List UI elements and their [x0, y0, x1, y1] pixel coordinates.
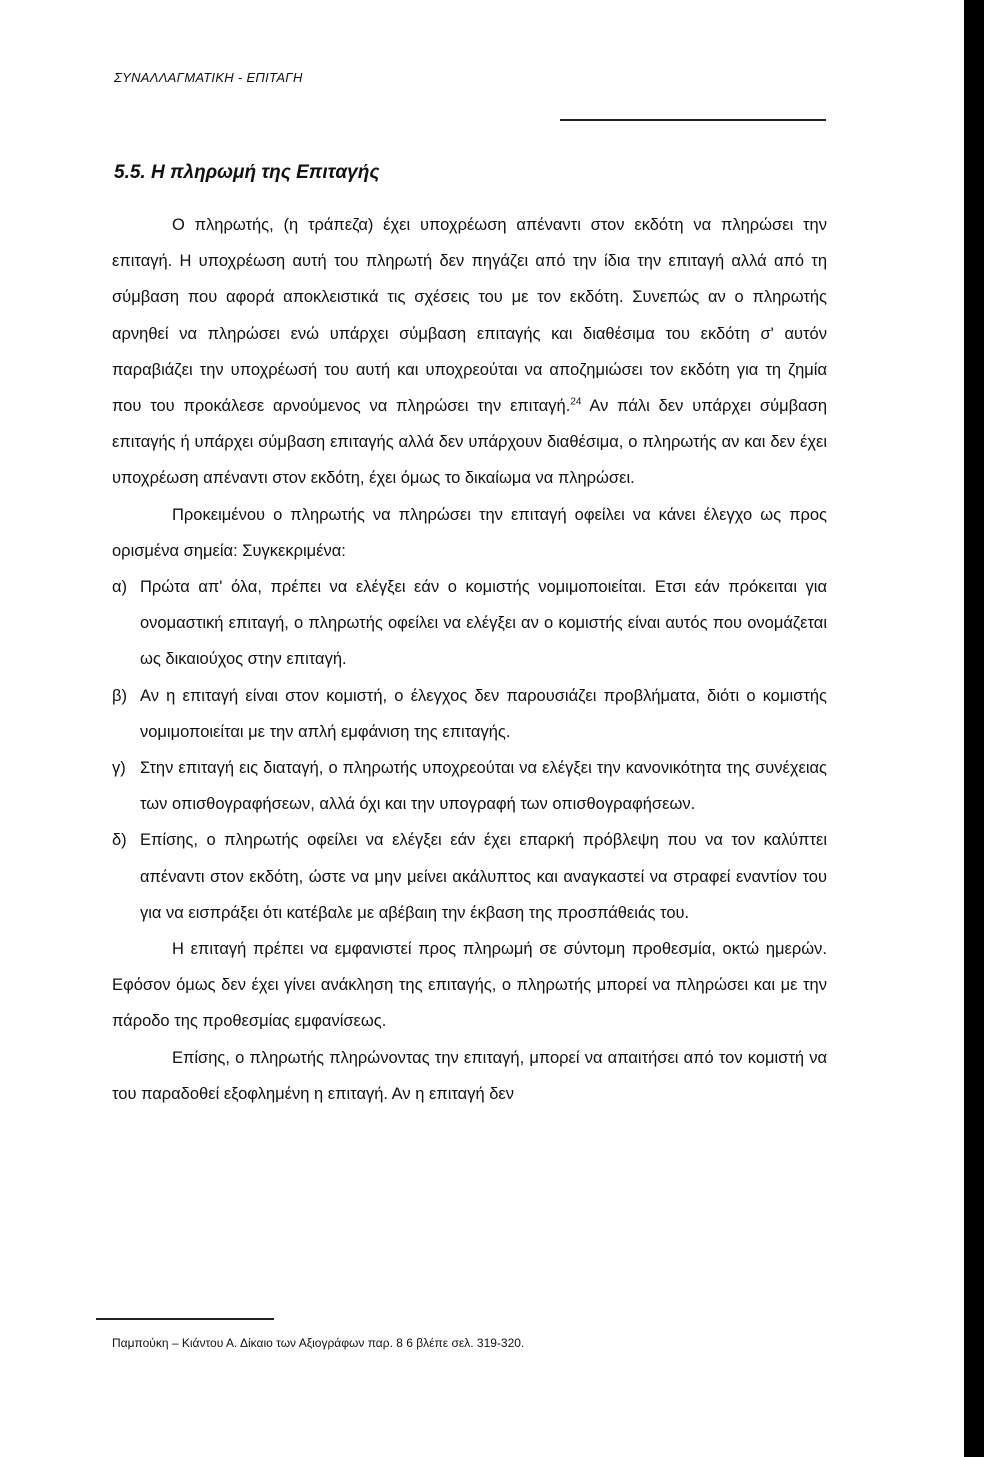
footnote: Παμπούκη – Κιάντου Α. Δίκαιο των Αξιογράφων παρ. 8 6 βλέπε σελ. 319-320.: [112, 1336, 525, 1350]
header-rule: [560, 119, 826, 121]
running-head: ΣΥΝΑΛΛΑΓΜΑΤΙΚΗ - ΕΠΙΤΑΓΗ: [114, 70, 303, 85]
footnote-mark: 24: [570, 396, 582, 408]
list-item-text: Επίσης, ο πληρωτής οφείλει να ελέγξει εάν έχει επαρκή πρόβλεψη που να τον καλύπτει απέναντι στον εκδότη, ώστε να μην μείνει ακάλυπτος και αναγκαστεί να στραφεί εναντίον του για να εισπράξει ότι κατέβαλε με αβέβαιη την έκβαση της προσπάθειάς του.: [140, 831, 827, 922]
section-title: 5.5. Η πληρωμή της Επιταγής: [114, 162, 380, 183]
paragraph-2: Προκειμένου ο πληρωτής να πληρώσει την επιταγή οφείλει να κάνει έλεγχο ως προς ορισμένα σημεία: Συγκεκριμένα:: [112, 505, 827, 560]
scan-edge: [964, 0, 984, 1457]
list-item-label: γ): [112, 759, 126, 778]
paragraph-3: Η επιταγή πρέπει να εμφανιστεί προς πληρωμή σε σύντομη προθεσμία, οκτώ ημερών. Εφόσον όμως δεν έχει γίνει ανάκληση της επιταγής, ο πληρωτής μπορεί να πληρώσει και με την πάροδο της προθεσμίας εμφανίσεως.: [112, 940, 827, 1031]
footnote-rule: [96, 1318, 274, 1320]
list-item-label: δ): [112, 831, 127, 850]
paragraph-1-continuation: Αν πάλι δεν υπάρχει σύμβαση επιταγής ή υπάρχει σύμβαση επιταγής αλλά δεν υπάρχουν διαθέσιμα, ο πληρωτής αν και δεν έχει υποχρέωση απέναντι στον εκδότη, έχει όμως το δικαίωμα να πληρώσει.: [112, 397, 827, 488]
list-item-label: β): [112, 686, 127, 705]
list-item-label: α): [112, 578, 128, 597]
list-item: [112, 822, 827, 931]
list-item: [112, 569, 827, 678]
paragraph-4: Επίσης, ο πληρωτής πληρώνοντας την επιταγή, μπορεί να απαιτήσει από τον κομιστή να του παραδοθεί εξοφλημένη η επιταγή. Αν η επιταγή δεν: [112, 1048, 827, 1103]
list-item-text: Πρώτα απ' όλα, πρέπει να ελέγξει εάν ο κομιστής νομιμοποιείται. Ετσι εάν πρόκειται για ονομαστική επιταγή, ο πληρωτής οφείλει να ελέγξει αν ο κομιστής είναι αυτός που ονομάζεται ως δικαιούχος στην επιταγή.: [140, 578, 827, 669]
list-item-text: Αν η επιταγή είναι στον κομιστή, ο έλεγχος δεν παρουσιάζει προβλήματα, διότι ο κομιστής νομιμοποιείται με την απλή εμφάνιση της επιταγής.: [140, 686, 827, 741]
list-item-text: Στην επιταγή εις διαταγή, ο πληρωτής υποχρεούται να ελέγξει την κανονικότητα της συνέχειας των οπισθογραφήσεων, αλλά όχι και την υπογραφή των οπισθογραφήσεων.: [140, 759, 827, 814]
list-item: [112, 750, 827, 822]
body-text: [112, 207, 827, 1112]
paragraph-1-text: Ο πληρωτής, (η τράπεζα) έχει υποχρέωση απέναντι στον εκδότη να πληρώσει την επιταγή. Η υποχρέωση αυτή του πληρωτή δεν πηγάζει από την ίδια την επιταγή αλλά από τη σύμβαση που αφορά αποκλειστικά τις σχέσεις του με τον εκδότη. Συνεπώς αν ο πληρωτής αρνηθεί να πληρώσει ενώ υπάρχει σύμβαση επιταγής και διαθέσιμα του εκδότη σ' αυτόν παραβιάζει την υποχρέωσή του αυτή και υποχρεούται να αποζημιώσει τον εκδότη για τη ζημία που του προκάλεσε αρνούμενος να πληρώσει την επιταγή.: [112, 216, 827, 416]
paragraph-1: [112, 207, 827, 497]
list-item: [112, 678, 827, 750]
